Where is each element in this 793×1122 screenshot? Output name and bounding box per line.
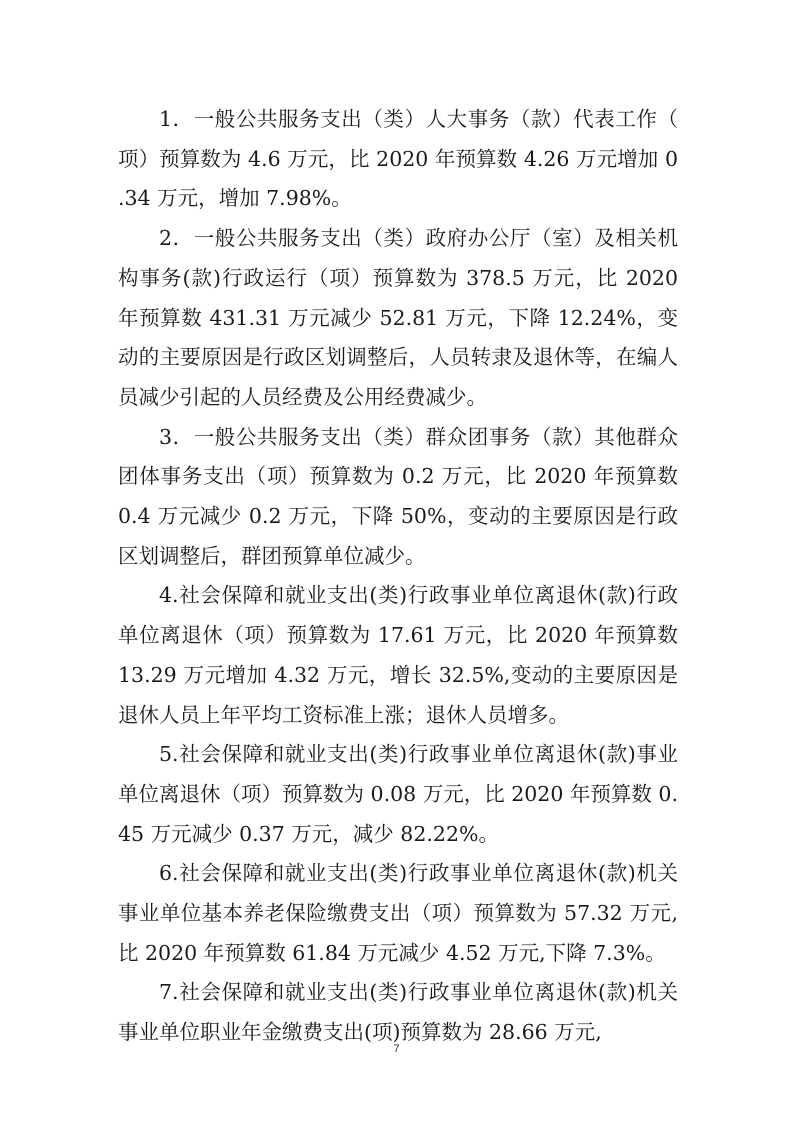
- paragraph-4: 4.社会保障和就业支出(类)行政事业单位离退休(款)行政单位离退休（项）预算数为 17.61 万元，比 2020 年预算数 13.29 万元增加 4.32 万元，增长 32.5%,变动的主要原因是退休人员上年平均工资标准上涨；退休人员增多。: [118, 583, 678, 727]
- paragraph-1: 1．一般公共服务支出（类）人大事务（款）代表工作（项）预算数为 4.6 万元，比 2020 年预算数 4.26 万元增加 0.34 万元，增加 7.98%。: [118, 107, 678, 211]
- paragraph-6: 6.社会保障和就业支出(类)行政事业单位离退休(款)机关事业单位基本养老保险缴费支出（项）预算数为 57.32 万元,比 2020 年预算数 61.84 万元减少 4.52 万元,下降 7.3%。: [118, 861, 678, 965]
- page-number: 7: [393, 1043, 400, 1055]
- paragraph-7: 7.社会保障和就业支出(类)行政事业单位离退休(款)机关事业单位职业年金缴费支出(项)预算数为 28.66 万元,: [118, 980, 678, 1045]
- paragraph-5: 5.社会保障和就业支出(类)行政事业单位离退休(款)事业单位离退休（项）预算数为 0.08 万元，比 2020 年预算数 0.45 万元减少 0.37 万元，减少 82.22%。: [118, 742, 678, 846]
- body-text: [118, 100, 678, 1053]
- paragraph-3: 3．一般公共服务支出（类）群众团事务（款）其他群众团体事务支出（项）预算数为 0.2 万元，比 2020 年预算数 0.4 万元减少 0.2 万元，下降 50%，变动的主要原因是行政区划调整后，群团预算单位减少。: [118, 424, 678, 568]
- paragraph-2: 2．一般公共服务支出（类）政府办公厅（室）及相关机构事务(款)行政运行（项）预算数为 378.5 万元，比 2020 年预算数 431.31 万元减少 52.81 万元，下降 12.24%，变动的主要原因是行政区划调整后，人员转隶及退休等，在编人员减少引起的人员经费及公用经费减少。: [118, 226, 678, 409]
